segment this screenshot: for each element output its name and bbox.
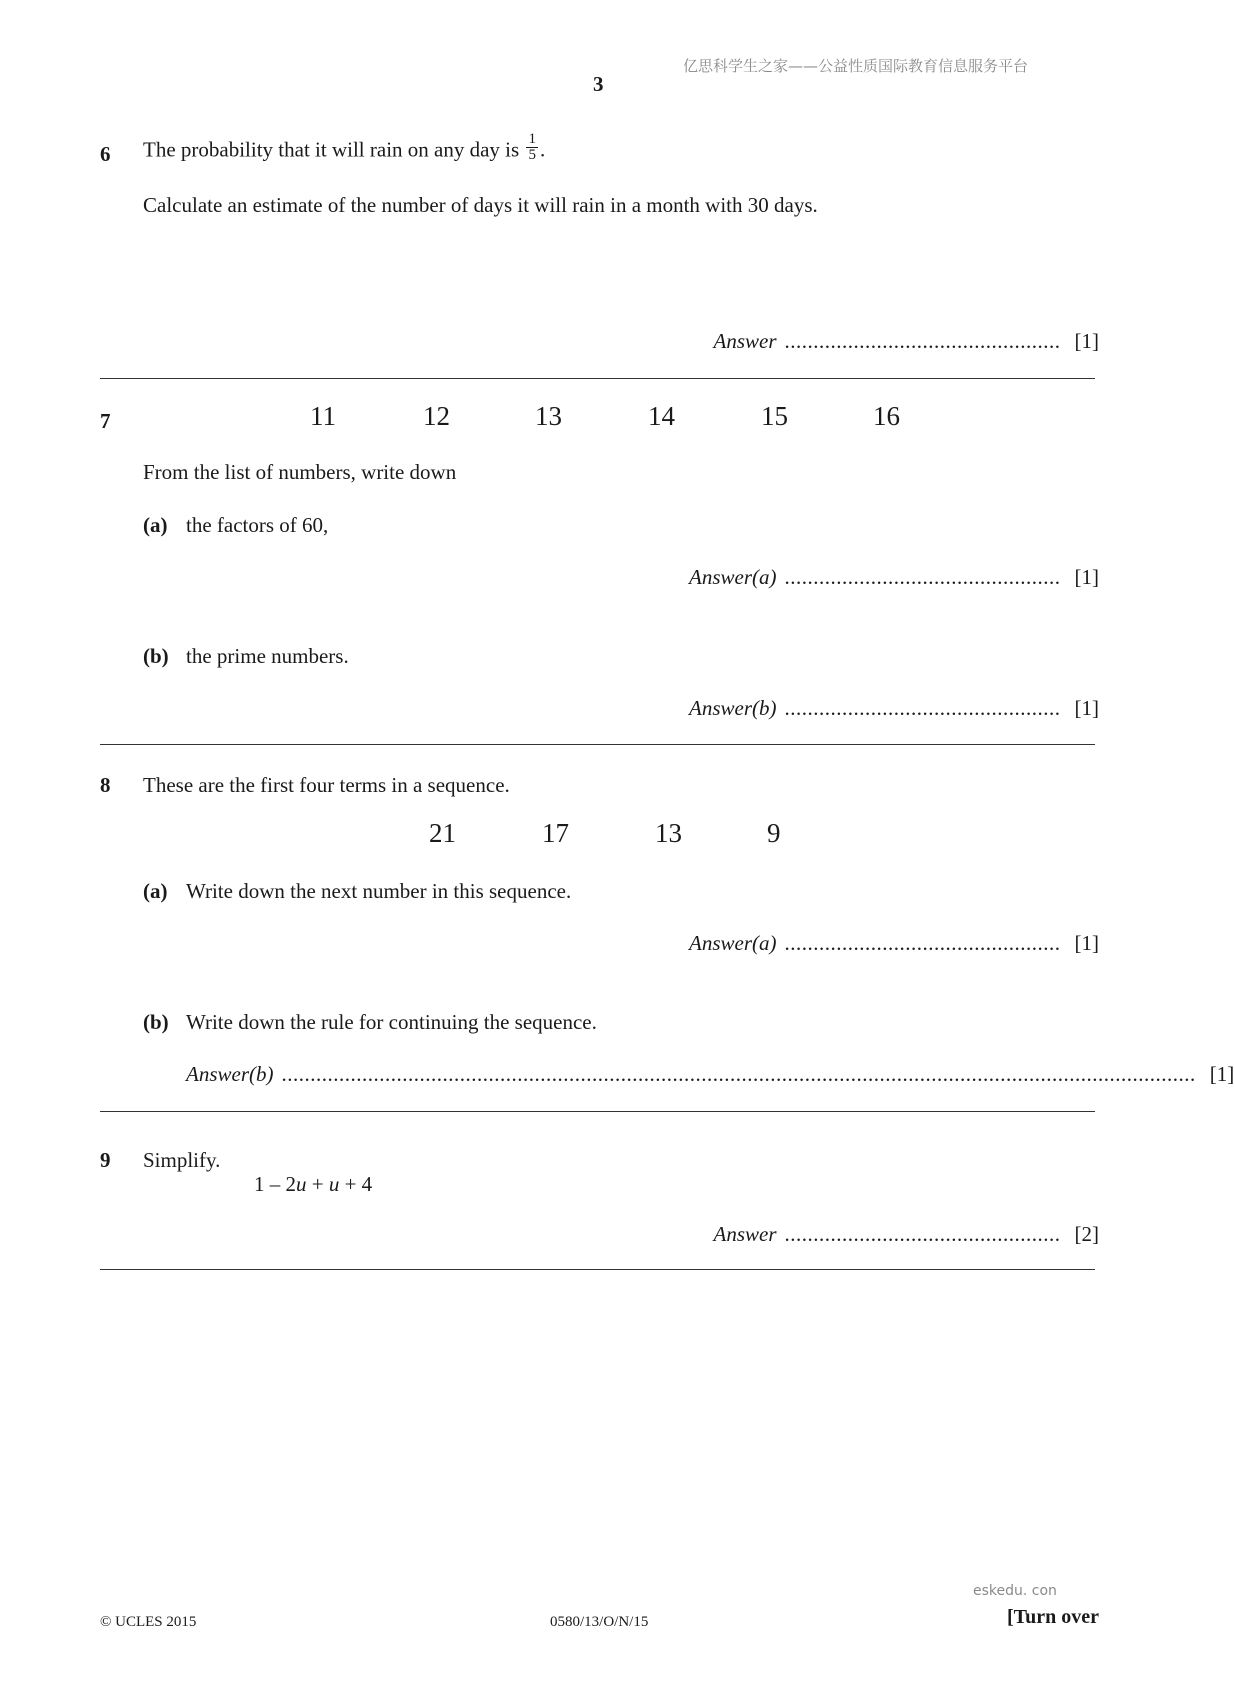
marks: [1] bbox=[1074, 565, 1099, 589]
answer-dots: ................................................ bbox=[784, 931, 1061, 955]
q9-expr-variable: u bbox=[328, 1172, 340, 1196]
q9-expr-variable: u bbox=[296, 1172, 307, 1196]
marks: [1] bbox=[1074, 931, 1099, 955]
answer-dots: ................................................ bbox=[784, 1222, 1061, 1246]
header-watermark: 亿思科学生之家——公益性质国际教育信息服务平台 bbox=[683, 57, 1029, 75]
q9-expr-part: 1 – 2 bbox=[254, 1172, 296, 1196]
marks: [2] bbox=[1074, 1222, 1099, 1246]
q8-number: 8 bbox=[100, 773, 111, 797]
answer-dots: ................................................ bbox=[784, 565, 1061, 589]
answer-dots: ............................................................................................................................................................... bbox=[281, 1062, 1196, 1086]
divider bbox=[100, 744, 1095, 745]
q8a-text: Write down the next number in this sequence. bbox=[186, 879, 572, 903]
divider bbox=[100, 1269, 1095, 1270]
marks: [1] bbox=[1074, 696, 1099, 720]
q9-expression bbox=[254, 1172, 372, 1197]
q6-instruction: Calculate an estimate of the number of days it will rain in a month with 30 days. bbox=[143, 193, 818, 217]
footer-copyright: © UCLES 2015 bbox=[100, 1614, 197, 1630]
page-number: 3 bbox=[593, 72, 604, 96]
q6-text-before: The probability that it will rain on any day is bbox=[143, 137, 520, 162]
q7a-label: (a) bbox=[143, 513, 168, 537]
turn-over: [Turn over bbox=[1006, 1606, 1099, 1628]
footer-paper-code: 0580/13/O/N/15 bbox=[550, 1614, 649, 1630]
q8b-text: Write down the rule for continuing the sequence. bbox=[186, 1010, 597, 1034]
q8-term: 17 bbox=[542, 818, 569, 848]
divider bbox=[100, 378, 1095, 379]
q8a-answer-line[interactable] bbox=[689, 931, 1099, 956]
q8-intro: These are the first four terms in a sequence. bbox=[143, 773, 510, 797]
answer-label: Answer(a) bbox=[689, 931, 777, 955]
q9-number: 9 bbox=[100, 1148, 111, 1172]
answer-dots: ................................................ bbox=[784, 329, 1061, 353]
q6-fraction-denominator: 5 bbox=[528, 147, 536, 163]
q6-fraction bbox=[526, 132, 538, 163]
q8-term: 13 bbox=[655, 818, 682, 848]
q6-fraction-numerator: 1 bbox=[528, 131, 536, 147]
footer-site-watermark: eskedu. con bbox=[973, 1583, 1057, 1599]
answer-label: Answer(b) bbox=[186, 1062, 274, 1086]
q8a-label: (a) bbox=[143, 879, 168, 903]
q6-answer-line[interactable] bbox=[714, 329, 1100, 354]
answer-label: Answer bbox=[713, 1222, 777, 1246]
answer-dots: ................................................ bbox=[784, 696, 1061, 720]
answer-label: Answer bbox=[713, 329, 777, 353]
q8-term: 9 bbox=[767, 818, 781, 848]
q7b-text: the prime numbers. bbox=[186, 644, 349, 668]
q9-text: Simplify. bbox=[143, 1148, 221, 1172]
q7a-text: the factors of 60, bbox=[186, 513, 329, 537]
q9-expr-part: + bbox=[306, 1172, 329, 1196]
q7-list-item: 13 bbox=[535, 401, 562, 431]
q7-list-item: 15 bbox=[761, 401, 788, 431]
q7-list-item: 12 bbox=[423, 401, 450, 431]
q8-term: 21 bbox=[429, 818, 456, 848]
q7-list-item: 14 bbox=[648, 401, 675, 431]
divider bbox=[100, 1111, 1095, 1112]
marks: [1] bbox=[1074, 329, 1099, 353]
q6-number: 6 bbox=[100, 142, 111, 166]
answer-label: Answer(b) bbox=[689, 696, 777, 720]
q6-text-after: . bbox=[539, 137, 546, 162]
q7a-answer-line[interactable] bbox=[689, 565, 1099, 590]
q7-number: 7 bbox=[100, 409, 111, 433]
q7-intro: From the list of numbers, write down bbox=[143, 460, 457, 484]
q7b-answer-line[interactable] bbox=[689, 696, 1099, 721]
q8b-label: (b) bbox=[143, 1010, 169, 1034]
q6-text bbox=[143, 131, 546, 167]
q7-list-item: 11 bbox=[310, 401, 336, 431]
answer-label: Answer(a) bbox=[689, 565, 777, 589]
q9-expr-part: + 4 bbox=[339, 1172, 373, 1196]
q7b-label: (b) bbox=[143, 644, 169, 668]
q7-list-item: 16 bbox=[873, 401, 900, 431]
q9-answer-line[interactable] bbox=[714, 1222, 1100, 1247]
marks: [1] bbox=[1209, 1062, 1234, 1086]
q8b-answer-line[interactable] bbox=[186, 1062, 1234, 1087]
